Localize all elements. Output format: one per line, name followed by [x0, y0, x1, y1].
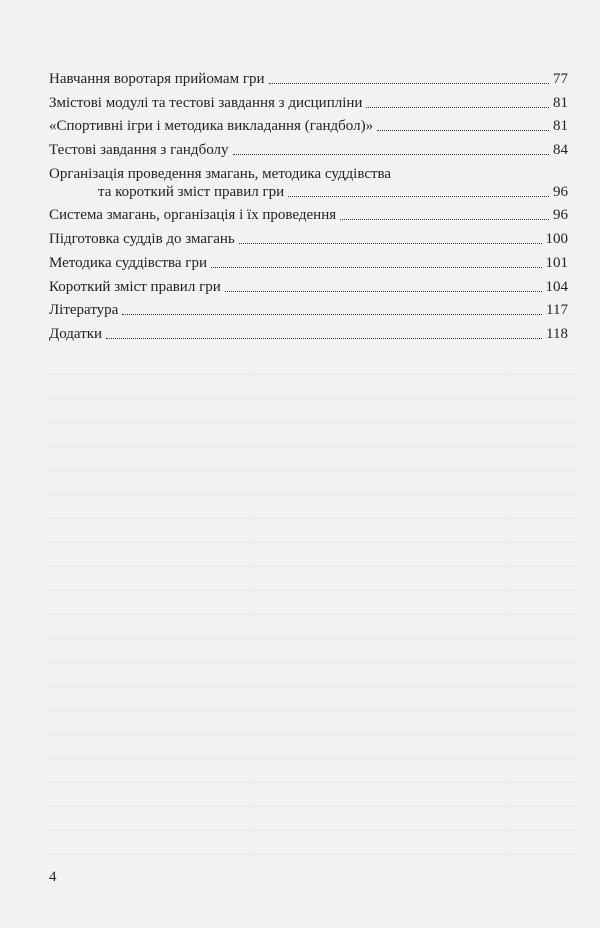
toc-entry-page: 81	[553, 94, 568, 111]
toc-entry-title: Додатки	[49, 325, 103, 342]
toc-entry-page: 101	[545, 254, 568, 271]
toc-entry-page: 77	[553, 71, 568, 87]
dot-leader	[288, 196, 549, 197]
toc-entry-title: Методика суддівства гри	[49, 254, 207, 271]
toc-entry	[49, 94, 568, 112]
toc-entry-page: 81	[553, 118, 568, 135]
toc-entry-title-line2: та короткий зміст правил гри	[98, 183, 285, 200]
toc-entry	[49, 325, 568, 343]
toc-entry	[49, 278, 568, 296]
dot-leader	[340, 219, 549, 220]
toc-entry-title: Тестові завдання з гандболу	[49, 142, 229, 159]
toc-entry	[49, 141, 568, 159]
toc-entry	[49, 206, 568, 224]
dot-leader	[366, 107, 549, 108]
dot-leader	[106, 338, 542, 339]
dot-leader	[225, 291, 542, 292]
toc-entry-title: Навчання воротаря прийомам гри	[49, 71, 265, 87]
dot-leader	[211, 267, 542, 268]
dot-leader	[239, 243, 542, 244]
toc-entry-title: Змістові модулі та тестові завдання з дисципліни	[49, 94, 363, 111]
toc-entry-page: 100	[545, 231, 568, 248]
toc-entry-title-line1: Організація проведення змагань, методика суддівства	[49, 165, 392, 182]
toc-entry	[49, 70, 568, 88]
dot-leader	[233, 154, 550, 155]
show-through-texture	[48, 360, 576, 860]
toc-entry-title: Короткий зміст правил гри	[49, 278, 221, 295]
toc-entry-page: 96	[553, 207, 568, 224]
toc-entry	[49, 254, 568, 272]
toc-entry-title: Система змагань, організація і їх проведення	[49, 207, 337, 224]
toc-entry-page: 117	[546, 302, 568, 319]
dot-leader	[377, 130, 549, 131]
toc-entry-page: 84	[553, 142, 568, 159]
toc-entry-title: «Спортивні ігри і методика викладання (гандбол)»	[49, 118, 374, 135]
toc-entry	[49, 230, 568, 248]
toc-entry-page: 96	[553, 183, 568, 200]
toc-entry	[49, 301, 568, 319]
dot-leader	[269, 83, 549, 84]
toc-entry	[49, 117, 568, 135]
toc-entry-page: 118	[546, 325, 568, 342]
page-number: 4	[49, 869, 57, 885]
toc-entry-title: Підготовка суддів до змагань	[49, 231, 235, 248]
toc-entry	[49, 165, 568, 201]
toc-entry-line2	[49, 183, 568, 201]
dot-leader	[122, 314, 542, 315]
toc-entry-title: Література	[49, 302, 119, 319]
table-of-contents	[49, 70, 568, 349]
toc-entry-page: 104	[545, 278, 568, 295]
